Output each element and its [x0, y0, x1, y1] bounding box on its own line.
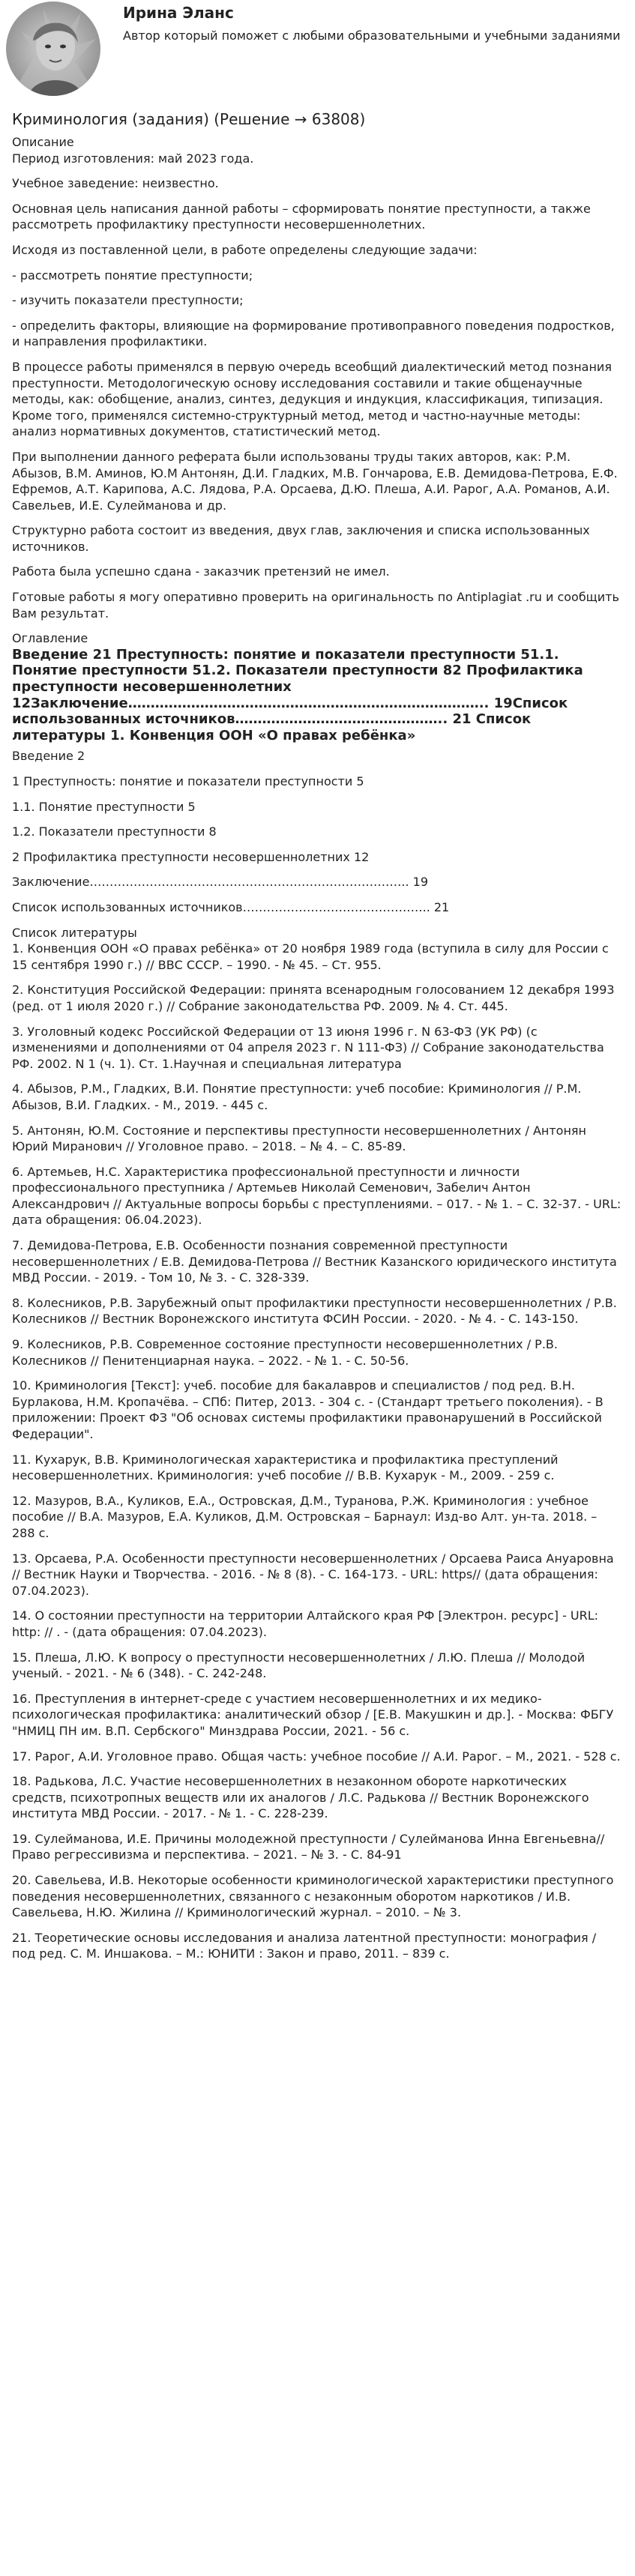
literature-item: 2. Конституция Российской Федерации: принята всенародным голосованием 12 декабря 1993 (ред. от 1 июля 2020 г.) // Собрание законодательства РФ. 2009. № 4. Ст. 445. [12, 983, 615, 1013]
task-item: - рассмотреть понятие преступности; [12, 268, 253, 283]
literature-item: 21. Теоретические основы исследования и анализа латентной преступности: монография / под ред. С. М. Иншакова. – М.: ЮНИТИ : Закон и право, 2011. – 839 с. [12, 1930, 597, 1961]
toc-item: 2 Профилактика преступности несовершеннолетних 12 [12, 849, 370, 864]
description-label: Описание [12, 135, 74, 149]
literature-item: 6. Артемьев, Н.С. Характеристика профессиональной преступности и личности профессионального преступника / Артемьев Николай Семенович, Забелич Антон Александрович // Актуальные вопросы борьбы с преступлениями. – 017. - № 1. – С. 32-37. - URL: дата обращения: 06.04.2023). [12, 1164, 622, 1228]
author-info [100, 1, 620, 44]
literature-item: 7. Демидова-Петрова, Е.В. Особенности познания современной преступности несовершеннолетних / Е.В. Демидова-Петрова // Вестник Казанского юридического института МВД России. - 2019. - Том 10, № 3. - С. 328-339. [12, 1238, 617, 1285]
author-header [12, 0, 623, 105]
submitted-text: Работа была успешно сдана - заказчик претензий не имел. [12, 564, 390, 579]
toc-label: Оглавление [12, 631, 88, 646]
avatar[interactable] [6, 1, 100, 96]
literature-item: 12. Мазуров, В.А., Куликов, Е.А., Островская, Д.М., Туранова, Р.Ж. Криминология : учебное пособие // В.А. Мазуров, Е.А. Куликов, Д.М. Островская – Барнаул: Изд-во Алт. ун-та. 2018. – 288 с. [12, 1493, 598, 1540]
institution-text: Учебное заведение: неизвестно. [12, 176, 219, 191]
literature-item: 14. О состоянии преступности на территории Алтайского края РФ [Электрон. ресурс] - URL: http: // . - (дата обращения: 07.04.2023). [12, 1608, 599, 1639]
goal-text: Основная цель написания данной работы – сформировать понятие преступности, а также рассмотреть профилактику преступности несовершеннолетних. [12, 201, 591, 232]
literature-item: 5. Антонян, Ю.М. Состояние и перспективы преступности несовершеннолетних / Антонян Юрий Миранович // Уголовное право. – 2018. – № 4. – С. 85-89. [12, 1123, 586, 1154]
structure-text: Структурно работа состоит из введения, двух глав, заключения и списка использованных источников. [12, 523, 590, 554]
toc-item: Заключение…………………………………………………………………….. 19 [12, 875, 429, 890]
literature-item: 17. Рарог, А.И. Уголовное право. Общая часть: учебное пособие // А.И. Рарог. – М., 2021. - 528 с. [12, 1749, 621, 1764]
avatar-photo-icon [6, 1, 100, 96]
toc-list [12, 748, 623, 915]
literature-item: 16. Преступления в интернет-среде с участием несовершеннолетних и их медико-психологическая профилактика: аналитический обзор / [Е.В. Макушкин и др.]. - Москва: ФБГУ "НМИЦ ПН им. В.П. Сербского" Минздрава России, 2021. - 56 с. [12, 1691, 614, 1738]
tasks-intro-text: Исходя из поставленной цели, в работе определены следующие задачи: [12, 242, 478, 257]
literature-list [12, 941, 623, 1962]
literature-item: 3. Уголовный кодекс Российской Федерации от 13 июня 1996 г. N 63-ФЗ (УК РФ) (с изменениями и дополнениями от 04 апреля 2023 г. N 111-ФЗ) // Собрание законодательства РФ. 2002. N 1 (ч. 1). Ст. 1.Научная и специальная литература [12, 1024, 604, 1071]
task-item: - определить факторы, влияющие на формирование противоправного поведения подростков, и направления профилактики. [12, 318, 615, 349]
literature-item: 1. Конвенция ООН «О правах ребёнка» от 20 ноября 1989 года (вступила в силу для России с 15 сентября 1990 г.) // ВВС СССР. – 1990. - № 45. – Ст. 955. [12, 941, 609, 972]
literature-item: 13. Орсаева, Р.А. Особенности преступности несовершеннолетних / Орсаева Раиса Ануаровна // Вестник Науки и Творчества. - 2016. - № 8 (8). - С. 164-173. - URL: https// (дата обращения: 07.04.2023). [12, 1551, 614, 1598]
toc-item: 1.2. Показатели преступности 8 [12, 824, 217, 839]
work-title: Криминология (задания) (Решение → 63808) [12, 110, 366, 128]
method-text: В процессе работы применялся в первую очередь всеобщий диалектический метод познания преступности. Методологическую основу исследования составили и такие общенаучные методы, как: обобщение, анализ, синтез, дедукция и индукция, классификация, типизация. Кроме того, применялся системно-структурный метод, метод и частно-научные методы: анализ нормативных документов, статистический метод. [12, 359, 612, 439]
literature-item: 19. Сулейманова, И.Е. Причины молодежной преступности / Сулейманова Инна Евгеньевна//Право регрессивизма и перспектива. – 2021. – № 3. - С. 84-91 [12, 1831, 605, 1862]
toc-item: 1 Преступность: понятие и показатели преступности 5 [12, 774, 364, 788]
task-item: - изучить показатели преступности; [12, 293, 244, 308]
literature-item: 10. Криминология [Текст]: учеб. пособие для бакалавров и специалистов / под ред. В.Н. Бурлакова, Н.М. Кропачёва. – СПб: Питер, 2013. - 304 с. - (Стандарт третьего поколения). - В приложении: Проект ФЗ "Об основах системы профилактики правонарушений в Российской Федерации". [12, 1378, 604, 1441]
authors-text: При выполнении данного реферата были использованы труды таких авторов, как: Р.М. Абызов, В.М. Аминов, Ю.М Антонян, Д.И. Гладких, М.В. Гончарова, Е.В. Демидова-Петрова, Е.Ф. Ефремов, А.Т. Карипова, А.С. Лядова, Р.А. Орсаева, Д.Ю. Плеша, А.И. Рарог, А.А. Романов, А.И. Савельев, И.Е. Сулейманова и др. [12, 449, 618, 513]
author-description: Автор который поможет с любыми образовательными и учебными заданиями [123, 28, 621, 43]
literature-item: 9. Колесников, Р.В. Современное состояние преступности несовершеннолетних / Р.В. Колесников // Пенитенциарная наука. – 2022. - № 1. - С. 50-56. [12, 1337, 558, 1368]
literature-item: 15. Плеша, Л.Ю. К вопросу о преступности несовершеннолетних / Л.Ю. Плеша // Молодой ученый. - 2021. - № 6 (348). - С. 242-248. [12, 1650, 586, 1681]
author-name[interactable]: Ирина Эланс [123, 4, 234, 22]
literature-label: Список литературы [12, 925, 137, 940]
antiplagiat-text: Готовые работы я могу оперативно проверить на оригинальность по Antiplagiat .ru и сообщить Вам результат. [12, 590, 619, 621]
literature-item: 4. Абызов, Р.М., Гладких, В.И. Понятие преступности: учеб пособие: Криминология // Р.М. Абызов, В.И. Гладких. - М., 2019. - 445 с. [12, 1082, 582, 1112]
literature-item: 8. Колесников, Р.В. Зарубежный опыт профилактики преступности несовершеннолетних / Р.В. Колесников // Вестник Воронежского института ФСИН России. - 2020. - № 4. - С. 143-150. [12, 1295, 617, 1327]
literature-item: 11. Кухарук, В.В. Криминологическая характеристика и профилактика преступлений несовершеннолетних. Криминология: учеб пособие // В.В. Кухарук - М., 2009. - 259 с. [12, 1452, 559, 1483]
period-text: Период изготовления: май 2023 года. [12, 151, 254, 166]
toc-item: Список использованных источников……………………………………….. 21 [12, 899, 450, 914]
toc-item: Введение 2 [12, 749, 85, 764]
toc-bold-block: Введение 21 Преступность: понятие и показатели преступности 51.1. Понятие преступности 51.2. Показатели преступности 82 Профилактика преступности несовершеннолетних 12Заключение…………………………………………………………………….. 19Список использованных источников……………………………………….. 21 Список литературы 1. Конвенция ООН «О правах ребёнка» [12, 646, 583, 743]
toc-item: 1.1. Понятие преступности 5 [12, 799, 196, 814]
literature-item: 18. Радькова, Л.С. Участие несовершеннолетних в незаконном обороте наркотических средств, психотропных веществ или их аналогов / Л.С. Радькова // Вестник Воронежского института МВД России. - 2017. - № 1. - С. 228-239. [12, 1774, 589, 1821]
literature-item: 20. Савельева, И.В. Некоторые особенности криминологической характеристики преступного поведения несовершеннолетних, связанного с незаконным оборотом наркотиков / И.В. Савельева, Н.Ю. Жилина // Криминологический журнал. – 2010. – № 3. [12, 1873, 614, 1920]
